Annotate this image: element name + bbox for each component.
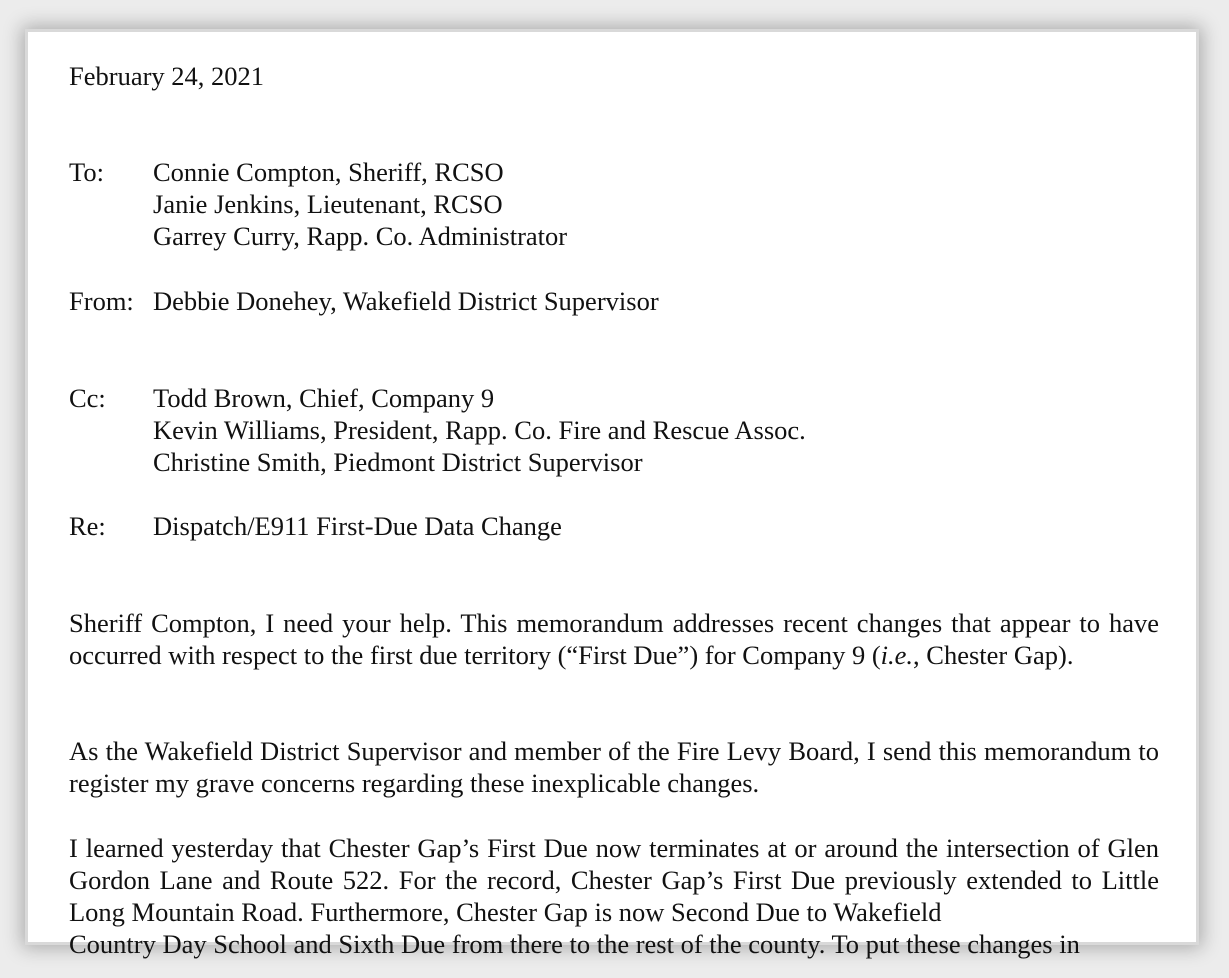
to-recipients [153, 156, 567, 252]
from-label: From: [69, 286, 134, 316]
paragraph-intro-text: Sheriff Compton, I need your help. This memorandum addresses recent changes that appear to have occurred with respect to the first due territory (“First Due”) for Company 9 ( [69, 608, 1159, 670]
cc-recipients [153, 382, 806, 478]
paragraph-intro-end: , Chester Gap). [913, 640, 1074, 670]
cc-label: Cc: [69, 383, 106, 413]
paragraph-intro-italic: i.e. [880, 640, 914, 670]
paragraph-first-due: I learned yesterday that Chester Gap’s First Due now terminates at or around the intersection of Glen Gordon Lane and Route 522. For the record, Chester Gap’s First Due previously extended to Little Long Mountain Road. Furthermore, Chester Gap is now Second Due to Wakefield [69, 833, 1159, 927]
to-recipient: Janie Jenkins, Lieutenant, RCSO [153, 189, 503, 219]
cc-recipient: Kevin Williams, President, Rapp. Co. Fire and Rescue Assoc. [153, 415, 806, 445]
memo-page [28, 32, 1196, 959]
to-label: To: [69, 157, 104, 187]
to-recipient: Connie Compton, Sheriff, RCSO [153, 157, 504, 187]
from-sender: Debbie Donehey, Wakefield District Supervisor [153, 286, 659, 316]
to-recipient: Garrey Curry, Rapp. Co. Administrator [153, 221, 568, 251]
paragraph-intro [69, 607, 1159, 671]
re-label: Re: [69, 511, 106, 541]
cc-recipient: Christine Smith, Piedmont District Supervisor [153, 447, 643, 477]
cc-recipient: Todd Brown, Chief, Company 9 [153, 383, 495, 413]
memo-date: February 24, 2021 [69, 61, 265, 91]
paragraph-first-due-cut-line: Country Day School and Sixth Due from there to the rest of the county. To put these changes in [69, 929, 1080, 959]
paragraph-concerns: As the Wakefield District Supervisor and member of the Fire Levy Board, I send this memorandum to register my grave concerns regarding these inexplicable changes. [69, 736, 1159, 798]
re-subject: Dispatch/E911 First-Due Data Change [153, 511, 562, 541]
